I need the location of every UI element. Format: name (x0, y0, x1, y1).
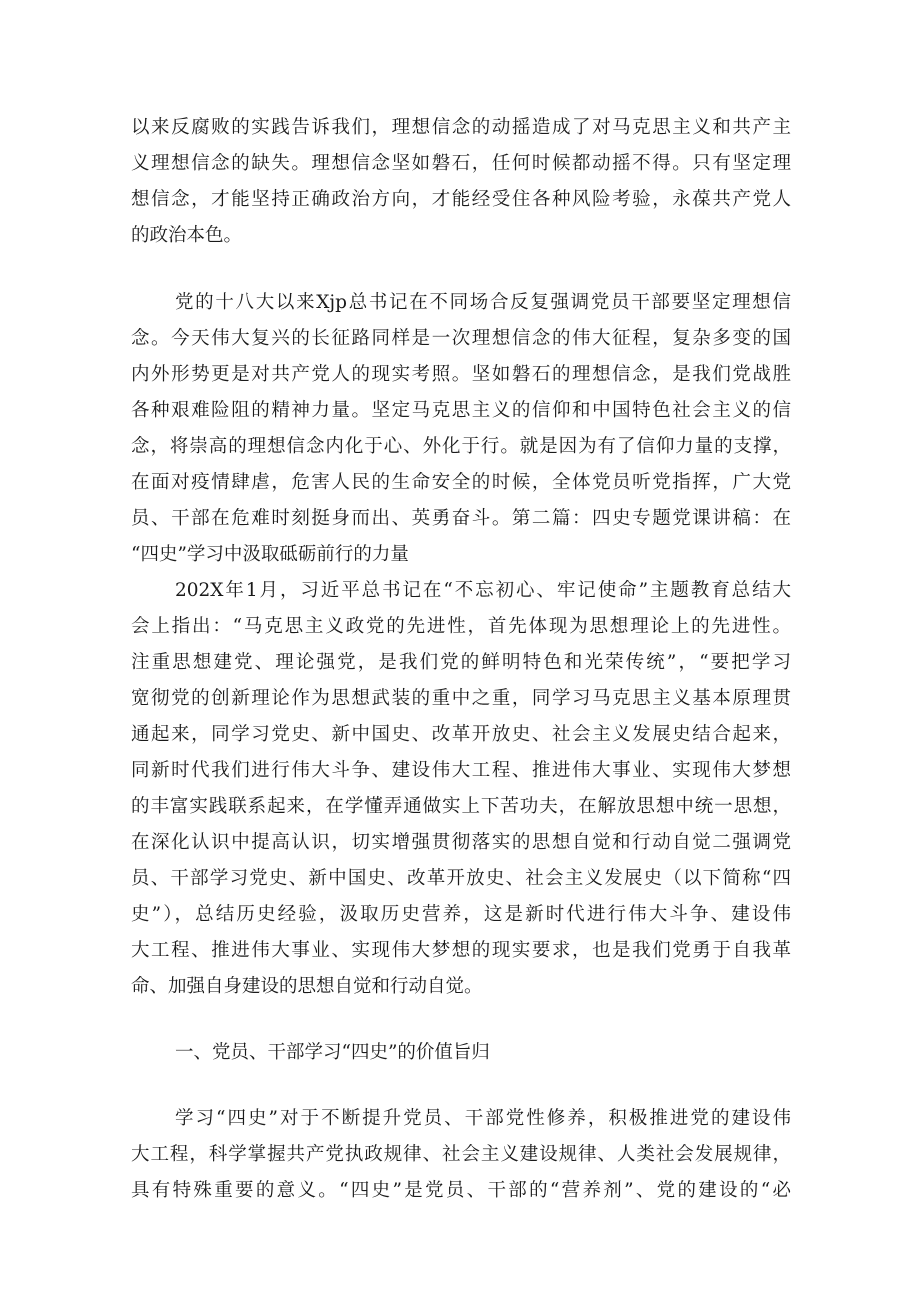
paragraph-3-line-4: 宽彻党的创新理论作为思想武装的重中之重，同学习马克思主义基本原理贯 (131, 688, 791, 709)
paragraph-4-line-3: 具有特殊重要的意义。“四史”是党员、干部的“营养剂”、党的建设的“必 (131, 1180, 791, 1201)
paragraph-1-line-2: 义理想信念的缺失。理想信念坚如磐石，任何时候都动摇不得。只有坚定理 (131, 153, 791, 174)
paragraph-2-line-1: 党的十八大以来Xjp总书记在不同场合反复强调党员干部要坚定理想信 (175, 292, 791, 313)
paragraph-1-line-3: 想信念，才能坚持正确政治方向，才能经受住各种风险考验，永葆共产党人 (131, 189, 791, 210)
paragraph-3-line-8: 在深化认识中提高认识，切实增强贯彻落实的思想自觉和行动自觉二强调党 (131, 832, 791, 853)
paragraph-2-line-8: “四史”学习中汲取砥砺前行的力量 (131, 544, 409, 565)
paragraph-1-line-1: 以来反腐败的实践告诉我们，理想信念的动摇造成了对马克思主义和共产主 (131, 117, 791, 138)
paragraph-3-line-9: 员、干部学习党史、新中国史、改革开放史、社会主义发展史（以下简称“四 (131, 868, 791, 889)
paragraph-3-line-6: 同新时代我们进行伟大斗争、建设伟大工程、推进伟大事业、实现伟大梦想 (131, 760, 791, 781)
paragraph-3-line-12: 命、加强自身建设的思想自觉和行动自觉。 (131, 976, 483, 997)
paragraph-3-line-3: 注重思想建党、理论强党，是我们党的鲜明特色和光荣传统”，“要把学习 (131, 652, 791, 673)
paragraph-3-line-7: 的丰富实践联系起来，在学懂弄通做实上下苦功夫，在解放思想中统一思想， (131, 796, 791, 817)
paragraph-1-line-4: 的政治本色。 (131, 225, 243, 246)
paragraph-3-line-11: 大工程、推进伟大事业、实现伟大梦想的现实要求，也是我们党勇于自我革 (131, 940, 791, 961)
paragraph-4-line-1: 学习“四史”对于不断提升党员、干部党性修养，积极推进党的建设伟 (175, 1108, 791, 1129)
paragraph-2-line-6: 在面对疫情肆虐，危害人民的生命安全的时候，全体党员听党指挥，广大党 (131, 472, 791, 493)
paragraph-4-line-2: 大工程，科学掌握共产党执政规律、社会主义建设规律、人类社会发展规律， (131, 1144, 791, 1165)
paragraph-2-line-7: 员、干部在危难时刻挺身而出、英勇奋斗。第二篇：四史专题党课讲稿：在 (131, 508, 791, 529)
paragraph-3-line-5: 通起来，同学习党史、新中国史、改革开放史、社会主义发展史结合起来， (131, 724, 791, 745)
paragraph-3-line-10: 史”），总结历史经验，汲取历史营养，这是新时代进行伟大斗争、建设伟 (131, 904, 791, 925)
paragraph-3-line-2: 会上指出：“马克思主义政党的先进性，首先体现为思想理论上的先进性。 (131, 616, 791, 637)
section-heading-1: 一、党员、干部学习“四史”的价值旨归 (175, 1042, 490, 1063)
paragraph-2-line-2: 念。今天伟大复兴的长征路同样是一次理想信念的伟大征程，复杂多变的国 (131, 328, 791, 349)
paragraph-2-line-4: 各种艰难险阻的精神力量。坚定马克思主义的信仰和中国特色社会主义的信 (131, 400, 791, 421)
paragraph-3-line-1: 202X年1月，习近平总书记在“不忘初心、牢记使命”主题教育总结大 (175, 580, 791, 601)
paragraph-2-line-5: 念，将崇高的理想信念内化于心、外化于行。就是因为有了信仰力量的支撑， (131, 436, 791, 457)
paragraph-2-line-3: 内外形势更是对共产党人的现实考照。坚如磐石的理想信念，是我们党战胜 (131, 364, 791, 385)
